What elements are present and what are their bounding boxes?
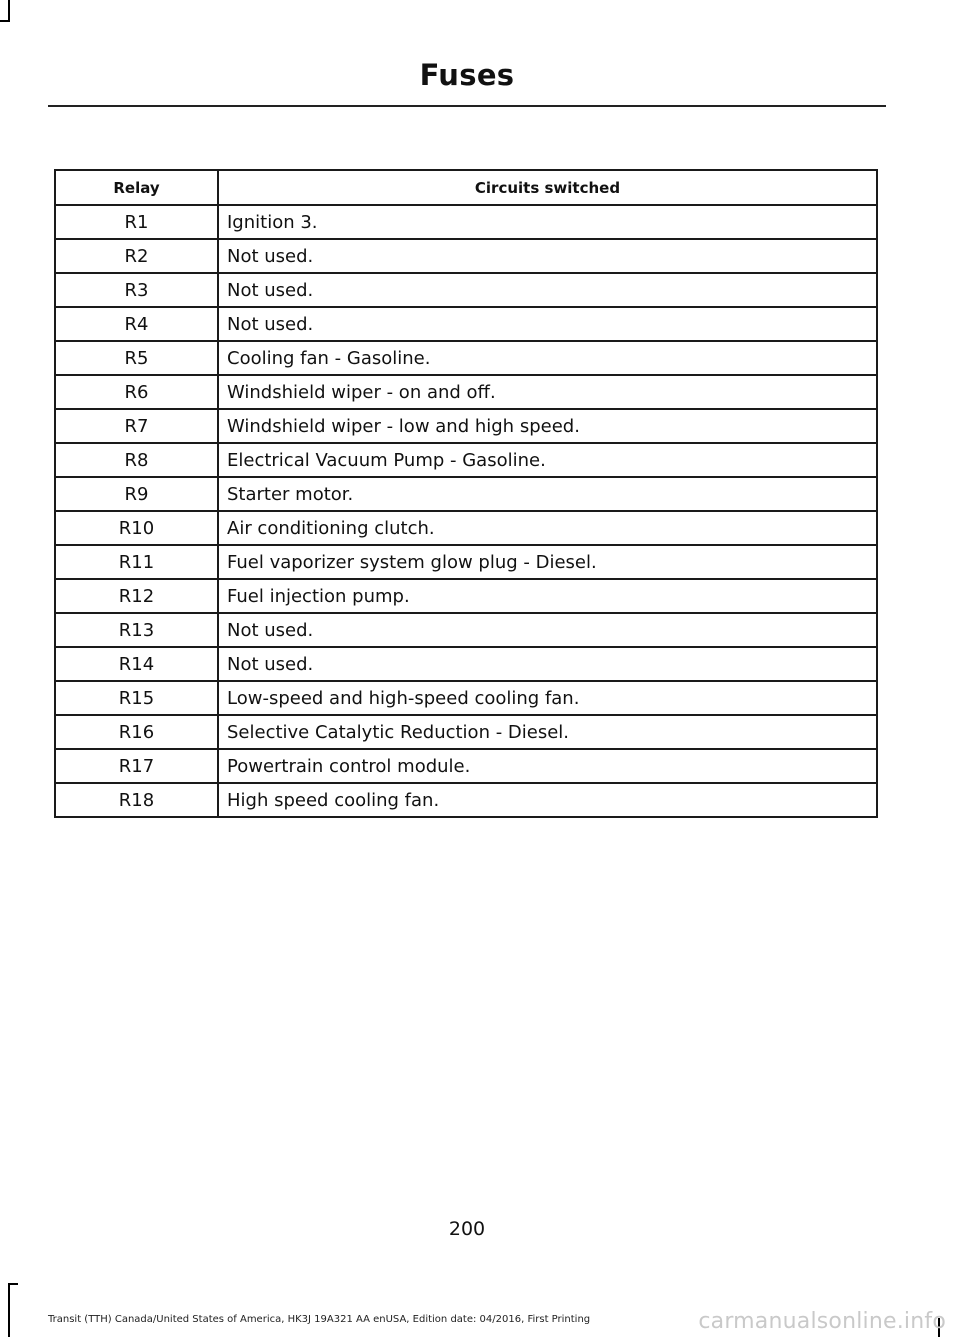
table-row bbox=[55, 239, 877, 273]
relay-id-cell: R18 bbox=[55, 783, 218, 817]
table-row bbox=[55, 681, 877, 715]
circuit-cell: Not used. bbox=[218, 239, 877, 273]
relay-id-cell: R8 bbox=[55, 443, 218, 477]
relay-id-cell: R12 bbox=[55, 579, 218, 613]
table-row bbox=[55, 647, 877, 681]
table-row bbox=[55, 783, 877, 817]
circuit-cell: Windshield wiper - low and high speed. bbox=[218, 409, 877, 443]
title-divider bbox=[48, 105, 886, 107]
relay-id-cell: R5 bbox=[55, 341, 218, 375]
relay-id-cell: R14 bbox=[55, 647, 218, 681]
table-row bbox=[55, 477, 877, 511]
circuit-cell: Ignition 3. bbox=[218, 205, 877, 239]
crop-mark-bottom-left-v bbox=[8, 1283, 10, 1337]
relay-id-cell: R10 bbox=[55, 511, 218, 545]
circuit-cell: Low-speed and high-speed cooling fan. bbox=[218, 681, 877, 715]
relay-id-cell: R2 bbox=[55, 239, 218, 273]
relay-id-cell: R16 bbox=[55, 715, 218, 749]
circuit-cell: Fuel vaporizer system glow plug - Diesel. bbox=[218, 545, 877, 579]
relay-id-cell: R1 bbox=[55, 205, 218, 239]
circuit-cell: Powertrain control module. bbox=[218, 749, 877, 783]
circuit-cell: Starter motor. bbox=[218, 477, 877, 511]
circuit-cell: Not used. bbox=[218, 273, 877, 307]
circuit-cell: Fuel injection pump. bbox=[218, 579, 877, 613]
circuit-cell: Air conditioning clutch. bbox=[218, 511, 877, 545]
circuit-cell: High speed cooling fan. bbox=[218, 783, 877, 817]
table-row bbox=[55, 715, 877, 749]
relay-id-cell: R3 bbox=[55, 273, 218, 307]
crop-mark-bottom-left-h bbox=[8, 1283, 18, 1285]
circuit-cell: Selective Catalytic Reduction - Diesel. bbox=[218, 715, 877, 749]
table-row bbox=[55, 443, 877, 477]
table-row bbox=[55, 205, 877, 239]
relay-table bbox=[54, 169, 878, 818]
footer-text: Transit (TTH) Canada/United States of America, HK3J 19A321 AA enUSA, Edition date: 04/2016, First Printing bbox=[48, 1314, 591, 1325]
relay-id-cell: R6 bbox=[55, 375, 218, 409]
table-row bbox=[55, 749, 877, 783]
page-title: Fuses bbox=[419, 58, 515, 92]
circuit-cell: Not used. bbox=[218, 307, 877, 341]
column-header-relay: Relay bbox=[55, 170, 218, 205]
crop-mark-top-left-h bbox=[0, 20, 10, 22]
relay-id-cell: R17 bbox=[55, 749, 218, 783]
table-row bbox=[55, 273, 877, 307]
table-row bbox=[55, 375, 877, 409]
relay-table-body bbox=[55, 205, 877, 817]
table-row bbox=[55, 613, 877, 647]
column-header-circuits: Circuits switched bbox=[218, 170, 877, 205]
circuit-cell: Electrical Vacuum Pump - Gasoline. bbox=[218, 443, 877, 477]
relay-id-cell: R9 bbox=[55, 477, 218, 511]
relay-id-cell: R4 bbox=[55, 307, 218, 341]
watermark: carmanualsonline.info bbox=[698, 1309, 946, 1334]
table-header-row bbox=[55, 170, 877, 205]
table-row bbox=[55, 545, 877, 579]
circuit-cell: Not used. bbox=[218, 647, 877, 681]
table-row bbox=[55, 579, 877, 613]
circuit-cell: Cooling fan - Gasoline. bbox=[218, 341, 877, 375]
relay-id-cell: R15 bbox=[55, 681, 218, 715]
crop-mark-top-left-v bbox=[8, 0, 10, 22]
table-row bbox=[55, 511, 877, 545]
table-row bbox=[55, 341, 877, 375]
circuit-cell: Not used. bbox=[218, 613, 877, 647]
relay-id-cell: R11 bbox=[55, 545, 218, 579]
relay-id-cell: R7 bbox=[55, 409, 218, 443]
table-row bbox=[55, 409, 877, 443]
circuit-cell: Windshield wiper - on and off. bbox=[218, 375, 877, 409]
relay-id-cell: R13 bbox=[55, 613, 218, 647]
page-number: 200 bbox=[448, 1218, 486, 1240]
table-row bbox=[55, 307, 877, 341]
